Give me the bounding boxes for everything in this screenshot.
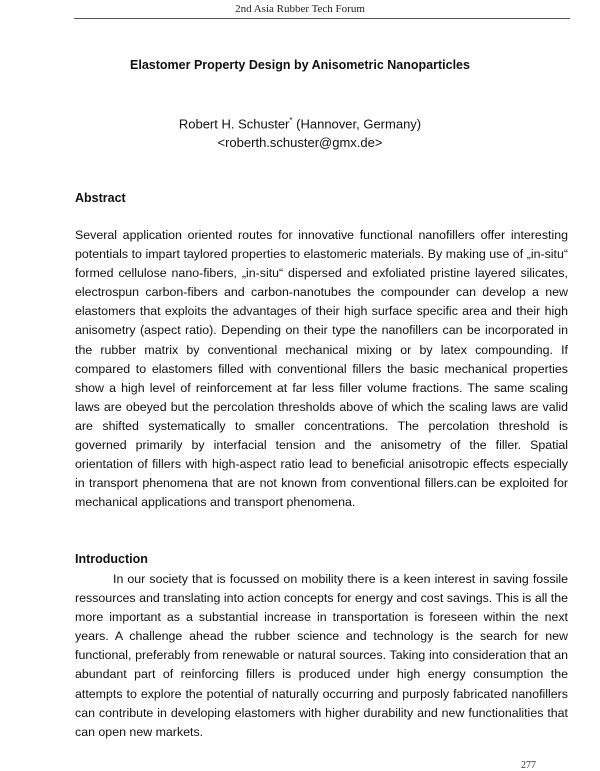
abstract-text: Several application oriented routes for innovative functional nanofillers offer interesting potentials to impart taylored properties to elastomeric materials. By making use of „in-situ“ formed cellulose nano-fibers, „in-situ“ dispersed and exfoliated pristine layered silicates, electrospun carbon-fibers and carbon-nanotubes the compounder can develop a new elastomers that exploits the advantages of their high surface specific area and their high anisometry (aspect ratio). Depending on their type the nanofillers can be incorporated in the rubber matrix by conventional mechanical mixing or by latex compounding. If compared to elastomers filled with conventional fillers the basic mechanical properties show a high level of reinforcement at far less filler volume fractions. The same scaling laws are obeyed but the percolation thresholds above of which the scaling laws are valid are shifted systematically to smaller concentrations. The percolation threshold is governed primarily by interfacial tension and the anisometry of the filler. Spatial orientation of fillers with high-aspect ratio lead to beneficial anisotropic effects especially in transport phenomena that are not known from conventional fillers.can be exploited for mechanical applications and transport phenomena. [75, 228, 568, 510]
introduction-heading: Introduction [75, 552, 148, 566]
abstract-heading: Abstract [75, 191, 126, 205]
page-number: 277 [521, 760, 536, 771]
author-line [0, 116, 600, 131]
header-rule [74, 18, 570, 19]
running-header: 2nd Asia Rubber Tech Forum [235, 3, 365, 15]
author-name: Robert H. Schuster [178, 116, 290, 132]
paper-title: Elastomer Property Design by Anisometric Nanoparticles [130, 58, 470, 72]
author-affiliation: (Hannover, Germany) [296, 116, 422, 132]
introduction-text: In our society that is focussed on mobility there is a keen interest in saving fossile ressources and translating into action concepts for energy and cost savings. This is all the more important as a substantial increase in transportation is foreseen within the next years. A challenge ahead the rubber science and technology is the search for new functional, preferably from renewable or natural sources. Taking into consideration that an abundant part of reinforcing fillers is produced under high energy consumption the attempts to explore the potential of naturally occurring and purposly fabricated nanofillers can contribute in developing elastomers with higher durability and new functionalities that can open new markets. [75, 572, 568, 739]
author-marker: * [289, 116, 293, 125]
author-email: <roberth.schuster@gmx.de> [217, 135, 383, 150]
